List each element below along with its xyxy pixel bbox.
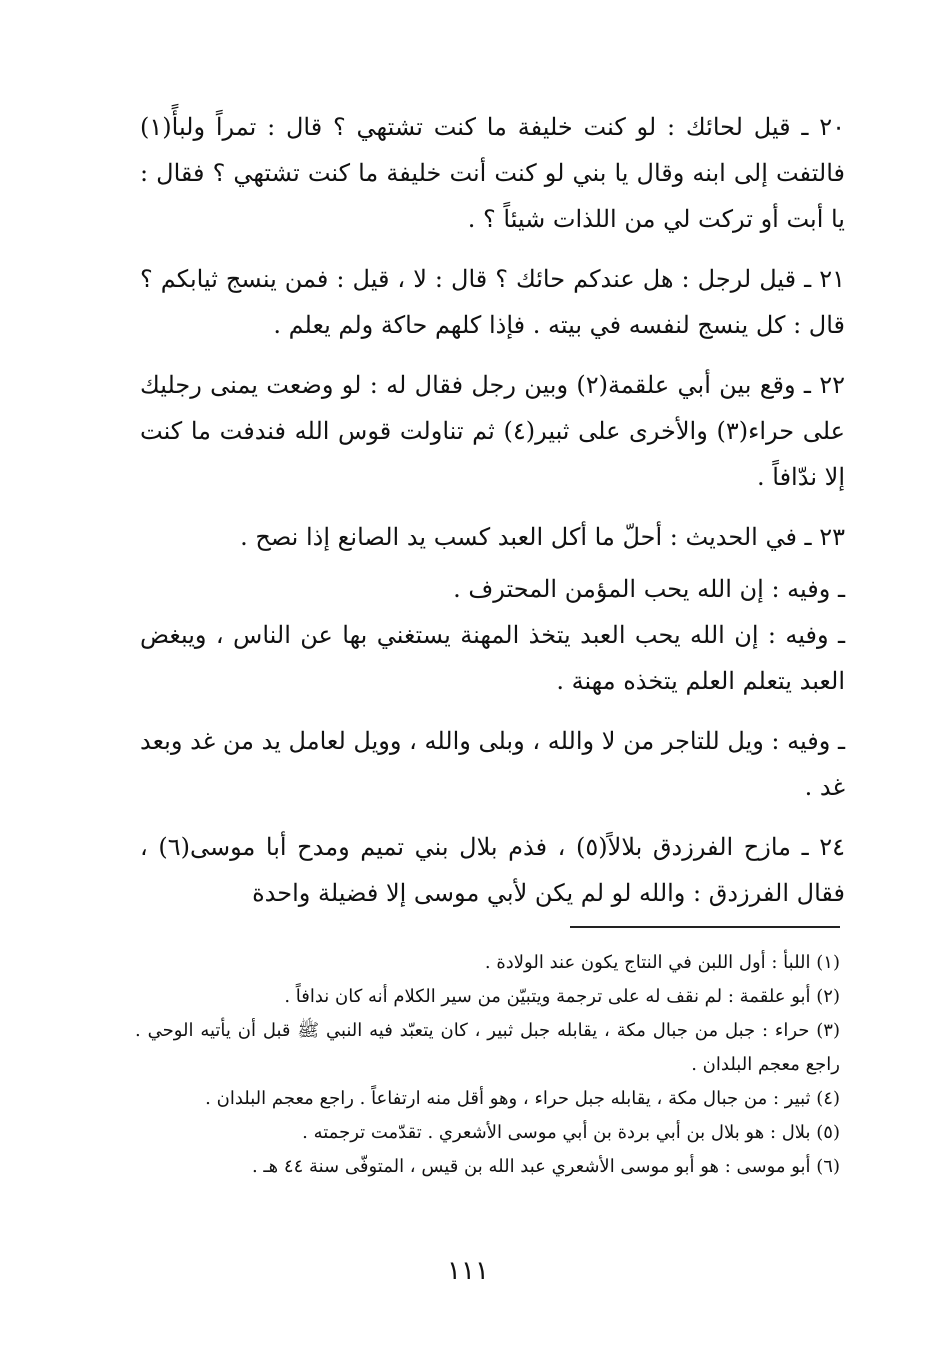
footnote-separator	[570, 926, 840, 928]
paragraph-22: ٢٢ ـ وقع بين أبي علقمة(٢) وبين رجل فقال له : لو وضعت يمنى رجليك على حراء(٣) والأخرى على ثبير(٤) ثم تناولت قوس الله فندفت ما كنت إلا ندّافاً .	[140, 371, 846, 491]
paragraph-20: ٢٠ ـ قيل لحائك : لو كنت خليفة ما كنت تشتهي ؟ قال : تمراً ولبأً(١) فالتفت إلى ابنه وقال يا بني لو كنت أنت خليفة ما كنت تشتهي ؟ فقال : يا أبت أو تركت لي من اللذات شيئاً ؟ .	[140, 113, 846, 233]
hadith-item-3: ـ وفيه : ويل للتاجر من لا والله ، وبلى والله ، وويل لعامل يد من غد وبعد غد .	[140, 727, 845, 801]
main-text	[140, 104, 845, 930]
footnote-5: (٥) بلال : هو بلال بن أبي بردة بن أبي موسى الأشعري . تقدّمت ترجمته .	[302, 1122, 840, 1143]
footnote-3: (٣) حراء : جبل من جبال مكة ، يقابله جبل ثبير ، كان يتعبّد فيه النبي ﷺ قبل أن يأتيه الوحي . راجع معجم البلدان .	[135, 1020, 840, 1075]
paragraph-23: ٢٣ ـ في الحديث : أحلّ ما أكل العبد كسب يد الصانع إذا نصح .	[240, 523, 845, 551]
footnote-4: (٤) ثبير : من جبال مكة ، يقابله جبل حراء ، وهو أقل منه ارتفاعاً . راجع معجم البلدان .	[205, 1088, 840, 1109]
page-number: ١١١	[447, 1256, 489, 1286]
footnote-1: (١) اللبأ : أول اللبن في النتاج يكون عند الولادة .	[484, 952, 840, 973]
footnote-6: (٦) أبو موسى : هو أبو موسى الأشعري عبد الله بن قيس ، المتوفّى سنة ٤٤ هـ .	[251, 1156, 840, 1177]
hadith-item-1: ـ وفيه : إن الله يحب المؤمن المحترف .	[453, 575, 845, 603]
paragraph-21: ٢١ ـ قيل لرجل : هل عندكم حائك ؟ قال : لا ، قيل : فمن ينسج ثيابكم ؟ قال : كل ينسج لنفسه في بيته . فإذا كلهم حاكة ولم يعلم .	[140, 265, 845, 339]
paragraph-24: ٢٤ ـ مازح الفرزدق بلالاً(٥) ، فذم بلال بني تميم ومدح أبا موسى(٦) ، فقال الفرزدق : والله لو لم يكن لأبي موسى إلا فضيلة واحدة	[140, 833, 845, 907]
footnotes	[135, 946, 840, 1184]
hadith-item-2: ـ وفيه : إن الله يحب العبد يتخذ المهنة يستغني بها عن الناس ، ويبغض العبد يتعلم العلم يتخذه مهنة .	[140, 621, 845, 695]
footnote-2: (٢) أبو علقمة : لم نقف له على ترجمة ويتبيّن من سير الكلام أنه كان ندافاً .	[284, 986, 840, 1007]
